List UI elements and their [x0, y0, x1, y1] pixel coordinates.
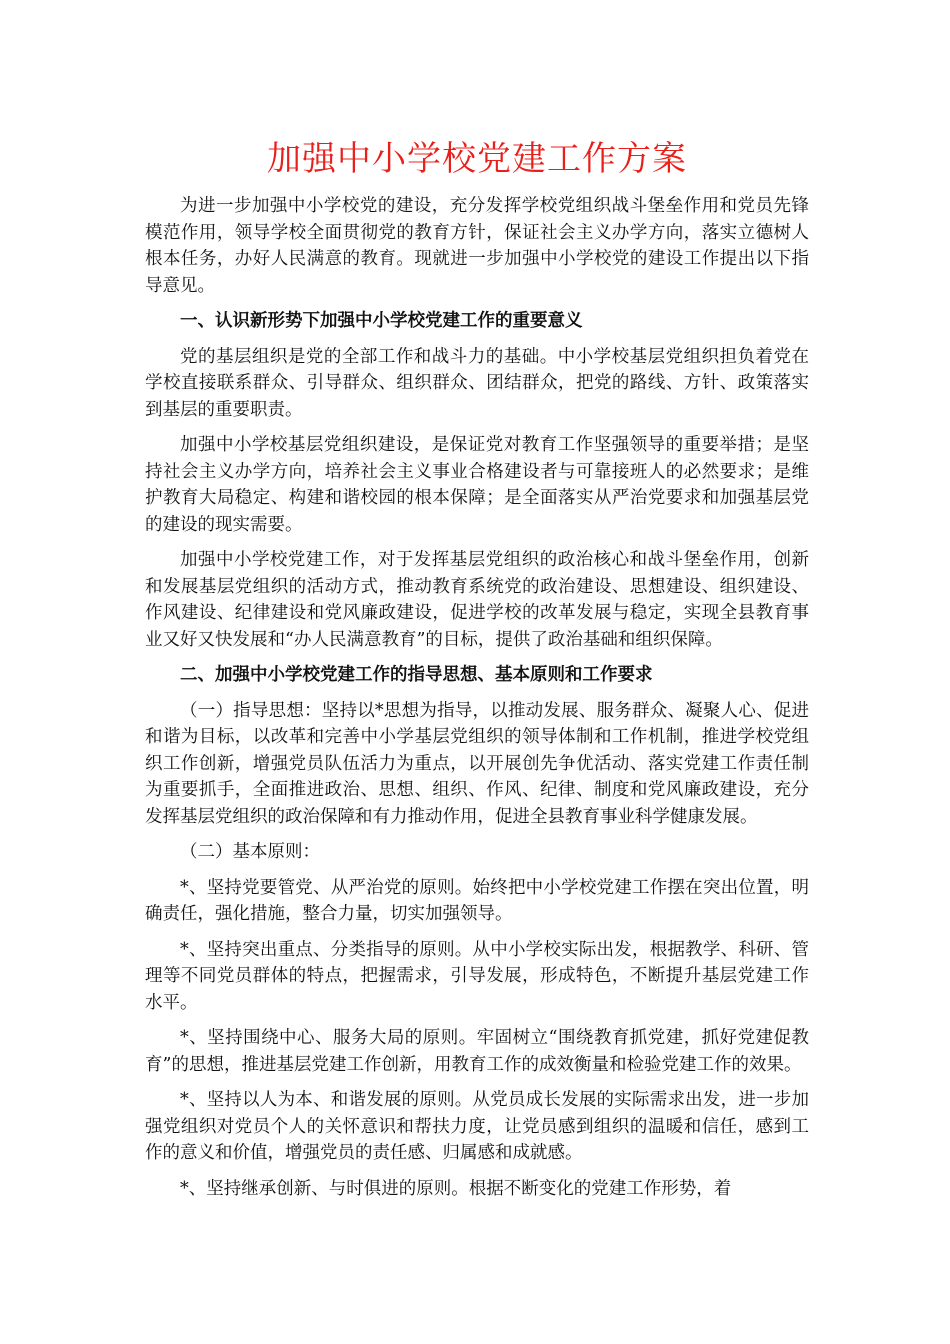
- principle-item: *、坚持突出重点、分类指导的原则。从中小学校实际出发，根据教学、科研、管理等不同党员群体的特点，把握需求，引导发展，形成特色，不断提升基层党建工作水平。: [145, 939, 809, 1013]
- body-paragraph: 加强中小学校党建工作，对于发挥基层党组织的政治核心和战斗堡垒作用，创新和发展基层党组织的活动方式，推动教育系统党的政治建设、思想建设、组织建设、作风建设、纪律建设和党风廉政建设，促进学校的改革发展与稳定，实现全县教育事业又好又快发展和“办人民满意教育”的目标，提供了政治基础和组织保障。: [145, 550, 809, 650]
- principle-item: *、坚持以人为本、和谐发展的原则。从党员成长发展的实际需求出发，进一步加强党组织对党员个人的关怀意识和帮扶力度，让党员感到组织的温暖和信任，感到工作的意义和价值，增强党员的责任感、归属感和成就感。: [145, 1090, 809, 1163]
- body-paragraph: 党的基层组织是党的全部工作和战斗力的基础。中小学校基层党组织担负着党在学校直接联系群众、引导群众、组织群众、团结群众，把党的路线、方针、政策落实到基层的重要职责。: [145, 346, 809, 420]
- intro-paragraph: 为进一步加强中小学校党的建设，充分发挥学校党组织战斗堡垒作用和党员先锋模范作用，领导学校全面贯彻党的教育方针，保证社会主义办学方向，落实立德树人根本任务，办好人民满意的教育。现就进一步加强中小学校党的建设工作提出以下指导意见。: [145, 196, 809, 296]
- guiding-ideology-paragraph: （一）指导思想：坚持以*思想为指导，以推动发展、服务群众、凝聚人心、促进和谐为目标，以改革和完善中小学基层党组织的领导体制和工作机制，推进学校党组织工作创新，增强党员队伍活力为重点，以开展创先争优活动、落实党建工作责任制为重要抓手，全面推进政治、思想、组织、作风、纪律、制度和党风廉政建设，充分发挥基层党组织的政治保障和有力推动作用，促进全县教育事业科学健康发展。: [145, 700, 809, 827]
- principles-label: （二）基本原则：: [180, 842, 320, 862]
- body-paragraph: 加强中小学校基层党组织建设，是保证党对教育工作坚强领导的重要举措；是坚持社会主义办学方向，培养社会主义事业合格建设者与可靠接班人的必然要求；是维护教育大局稳定、构建和谐校园的根本保障；是全面落实从严治党要求和加强基层党的建设的现实需要。: [145, 435, 809, 535]
- principle-item: *、坚持继承创新、与时俱进的原则。根据不断变化的党建工作形势，着: [180, 1178, 732, 1199]
- principle-item: *、坚持党要管党、从严治党的原则。始终把中小学校党建工作摆在突出位置，明确责任，强化措施，整合力量，切实加强领导。: [145, 877, 809, 924]
- section-heading-2: 二、加强中小学校党建工作的指导思想、基本原则和工作要求: [180, 665, 653, 685]
- document-title: 加强中小学校党建工作方案: [267, 139, 687, 179]
- section-heading-1: 一、认识新形势下加强中小学校党建工作的重要意义: [180, 311, 583, 331]
- principle-item: *、坚持围绕中心、服务大局的原则。牢固树立“围绕教育抓党建，抓好党建促教育”的思想，推进基层党建工作创新，用教育工作的成效衡量和检验党建工作的效果。: [145, 1028, 809, 1075]
- document-page: [145, 135, 809, 1211]
